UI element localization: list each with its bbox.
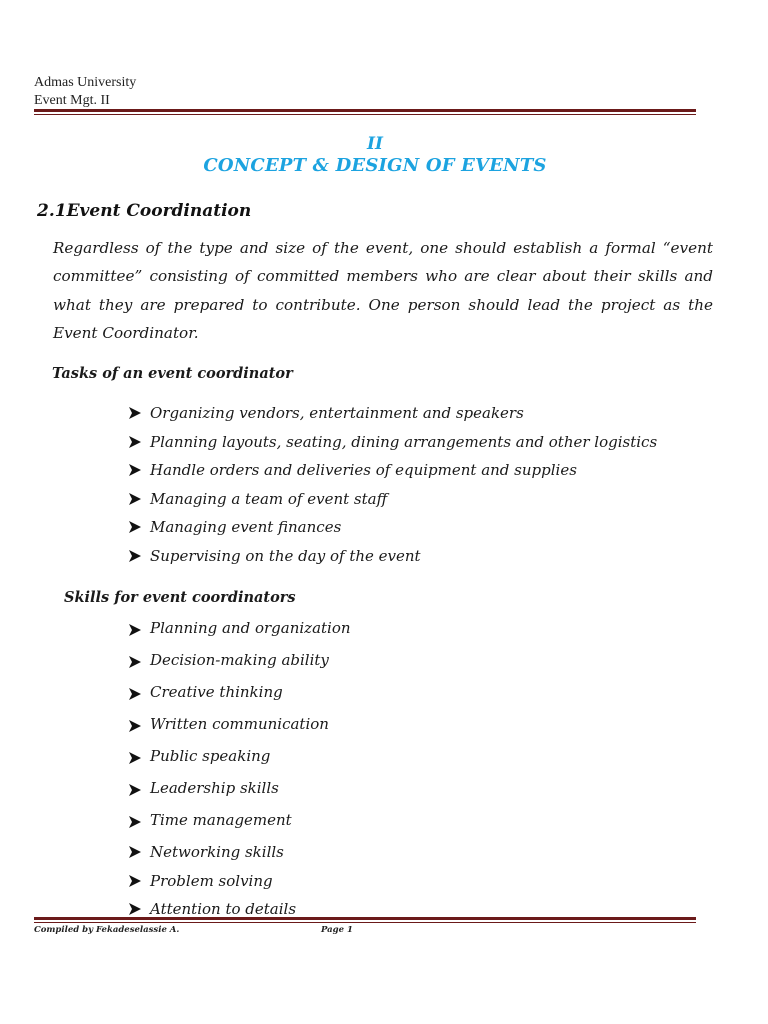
list-item [128, 399, 657, 428]
list-item [128, 542, 657, 571]
skill-text: Time management [150, 811, 292, 829]
skill-text: Creative thinking [150, 683, 283, 701]
list-item [128, 867, 351, 896]
list-item [128, 646, 351, 678]
skill-text: Decision-making ability [150, 651, 329, 669]
list-item [128, 678, 351, 710]
footer-rule [34, 917, 696, 923]
footer-compiled-by: Compiled by Fekadeselassie A. [34, 925, 180, 935]
list-item [128, 456, 657, 485]
footer-page-number: Page 1 [321, 925, 353, 935]
list-item [128, 513, 657, 542]
header-rule [34, 109, 696, 115]
page-header [34, 74, 136, 110]
header-course: Event Mgt. II [34, 93, 110, 108]
list-item [128, 742, 351, 774]
intro-paragraph: Regardless of the type and size of the event, one should establish a formal “event committee” consisting of committed members who are clear about their skills and what they are prepared to contribute. One person should lead the project as the Event Coordinator. [53, 239, 713, 342]
skill-text: Problem solving [150, 871, 273, 890]
skill-text: Planning and organization [150, 619, 351, 637]
header-institution: Admas University [34, 75, 137, 90]
task-text: Supervising on the day of the event [150, 546, 421, 565]
list-item [128, 838, 351, 867]
task-text: Planning layouts, seating, dining arrangements and other logistics [150, 432, 658, 451]
list-item [128, 710, 351, 742]
section-heading: 2.1Event Coordination [37, 201, 252, 221]
arrowhead-bullet-icon [128, 719, 142, 733]
skills-list [128, 614, 351, 924]
skill-text: Public speaking [150, 747, 271, 765]
arrowhead-bullet-icon [128, 845, 142, 859]
skill-text: Leadership skills [150, 779, 279, 797]
arrowhead-bullet-icon [128, 815, 142, 829]
list-item [128, 806, 351, 838]
arrowhead-bullet-icon [128, 687, 142, 701]
tasks-heading: Tasks of an event coordinator [52, 365, 293, 382]
arrowhead-bullet-icon [128, 623, 142, 637]
tasks-list [128, 399, 657, 570]
chapter-title: CONCEPT & DESIGN OF EVENTS [203, 155, 547, 176]
skills-heading: Skills for event coordinators [64, 589, 296, 606]
arrowhead-bullet-icon [128, 751, 142, 765]
task-text: Handle orders and deliveries of equipment and supplies [150, 461, 577, 479]
task-text: Managing event finances [150, 518, 342, 536]
skill-text: Attention to details [150, 900, 297, 918]
arrowhead-bullet-icon [128, 435, 142, 449]
arrowhead-bullet-icon [128, 406, 142, 420]
list-item [128, 485, 657, 514]
skill-text: Networking skills [150, 843, 284, 861]
arrowhead-bullet-icon [128, 549, 142, 563]
task-text: Organizing vendors, entertainment and speakers [150, 404, 524, 422]
arrowhead-bullet-icon [128, 783, 142, 797]
task-text: Managing a team of event staff [150, 489, 388, 508]
arrowhead-bullet-icon [128, 902, 142, 916]
arrowhead-bullet-icon [128, 463, 142, 477]
skill-text: Written communication [150, 715, 329, 733]
arrowhead-bullet-icon [128, 520, 142, 534]
chapter-number: II [367, 134, 383, 154]
arrowhead-bullet-icon [128, 655, 142, 669]
list-item [128, 774, 351, 806]
arrowhead-bullet-icon [128, 874, 142, 888]
list-item [128, 428, 657, 457]
arrowhead-bullet-icon [128, 492, 142, 506]
list-item [128, 614, 351, 646]
